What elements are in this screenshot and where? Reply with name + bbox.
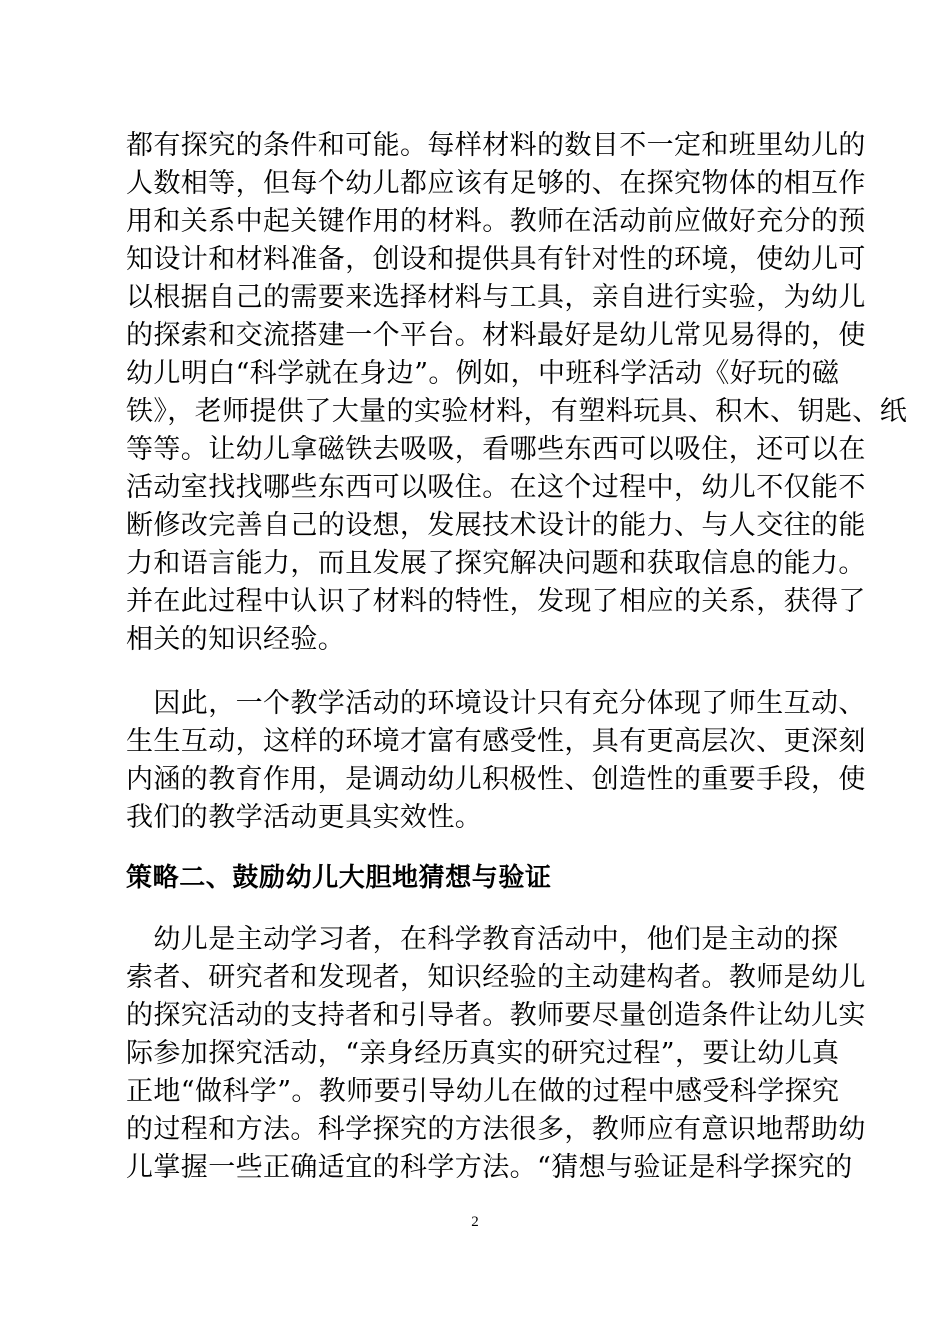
text-line: 相关的知识经验。	[126, 624, 346, 655]
text-line: 知设计和材料准备，创设和提供具有针对性的环境，使幼儿可	[126, 244, 866, 275]
text-line: 力和语言能力，而且发展了探究解决问题和获取信息的能力。	[126, 548, 866, 579]
text-line: 断修改完善自己的设想，发展技术设计的能力、与人交往的能	[126, 510, 866, 541]
heading-text: 策略二、鼓励幼儿大胆地猜想与验证	[126, 863, 552, 893]
text-line: 人数相等，但每个幼儿都应该有足够的、在探究物体的相互作	[126, 168, 866, 199]
text-line: 用和关系中起关键作用的材料。教师在活动前应做好充分的预	[126, 206, 866, 237]
text-line: 并在此过程中认识了材料的特性，发现了相应的关系，获得了	[126, 586, 866, 617]
text-line: 生生互动，这样的环境才富有感受性，具有更高层次、更深刻	[126, 726, 866, 757]
page-number: 2	[471, 1214, 479, 1230]
text-line: 幼儿是主动学习者，在科学教育活动中，他们是主动的探	[126, 924, 839, 955]
text-line: 内涵的教育作用，是调动幼儿积极性、创造性的重要手段，使	[126, 764, 866, 795]
text-line: 以根据自己的需要来选择材料与工具，亲自进行实验，为幼儿	[126, 282, 866, 313]
text-line: 等等。让幼儿拿磁铁去吸吸，看哪些东西可以吸住，还可以在	[126, 434, 866, 465]
text-line: 的过程和方法。科学探究的方法很多，教师应有意识地帮助幼	[126, 1114, 866, 1145]
section-heading	[126, 862, 826, 896]
text-line: 际参加探究活动，“亲身经历真实的研究过程”，要让幼儿真	[126, 1038, 840, 1069]
text-line: 幼儿明白“科学就在身边”。例如，中班科学活动《好玩的磁	[126, 358, 840, 389]
paragraph-3	[126, 924, 866, 1184]
text-line: 的探究活动的支持者和引导者。教师要尽量创造条件让幼儿实	[126, 1000, 866, 1031]
text-line: 索者、研究者和发现者，知识经验的主动建构者。教师是幼儿	[126, 962, 866, 993]
text-line: 正地“做科学”。教师要引导幼儿在做的过程中感受科学探究	[126, 1076, 840, 1107]
text-line: 因此，一个教学活动的环境设计只有充分体现了师生互动、	[126, 688, 866, 719]
text-line: 铁》，老师提供了大量的实验材料，有塑料玩具、积木、钥匙、纸	[126, 396, 908, 427]
text-line: 我们的教学活动更具实效性。	[126, 802, 483, 833]
paragraph-1	[126, 130, 908, 660]
text-line: 的探索和交流搭建一个平台。材料最好是幼儿常见易得的，使	[126, 320, 866, 351]
text-line: 活动室找找哪些东西可以吸住。在这个过程中，幼儿不仅能不	[126, 472, 866, 503]
text-line: 都有探究的条件和可能。每样材料的数目不一定和班里幼儿的	[126, 130, 866, 161]
text-line: 儿掌握一些正确适宜的科学方法。“猜想与验证是科学探究的	[126, 1152, 853, 1183]
paragraph-2	[126, 688, 866, 838]
